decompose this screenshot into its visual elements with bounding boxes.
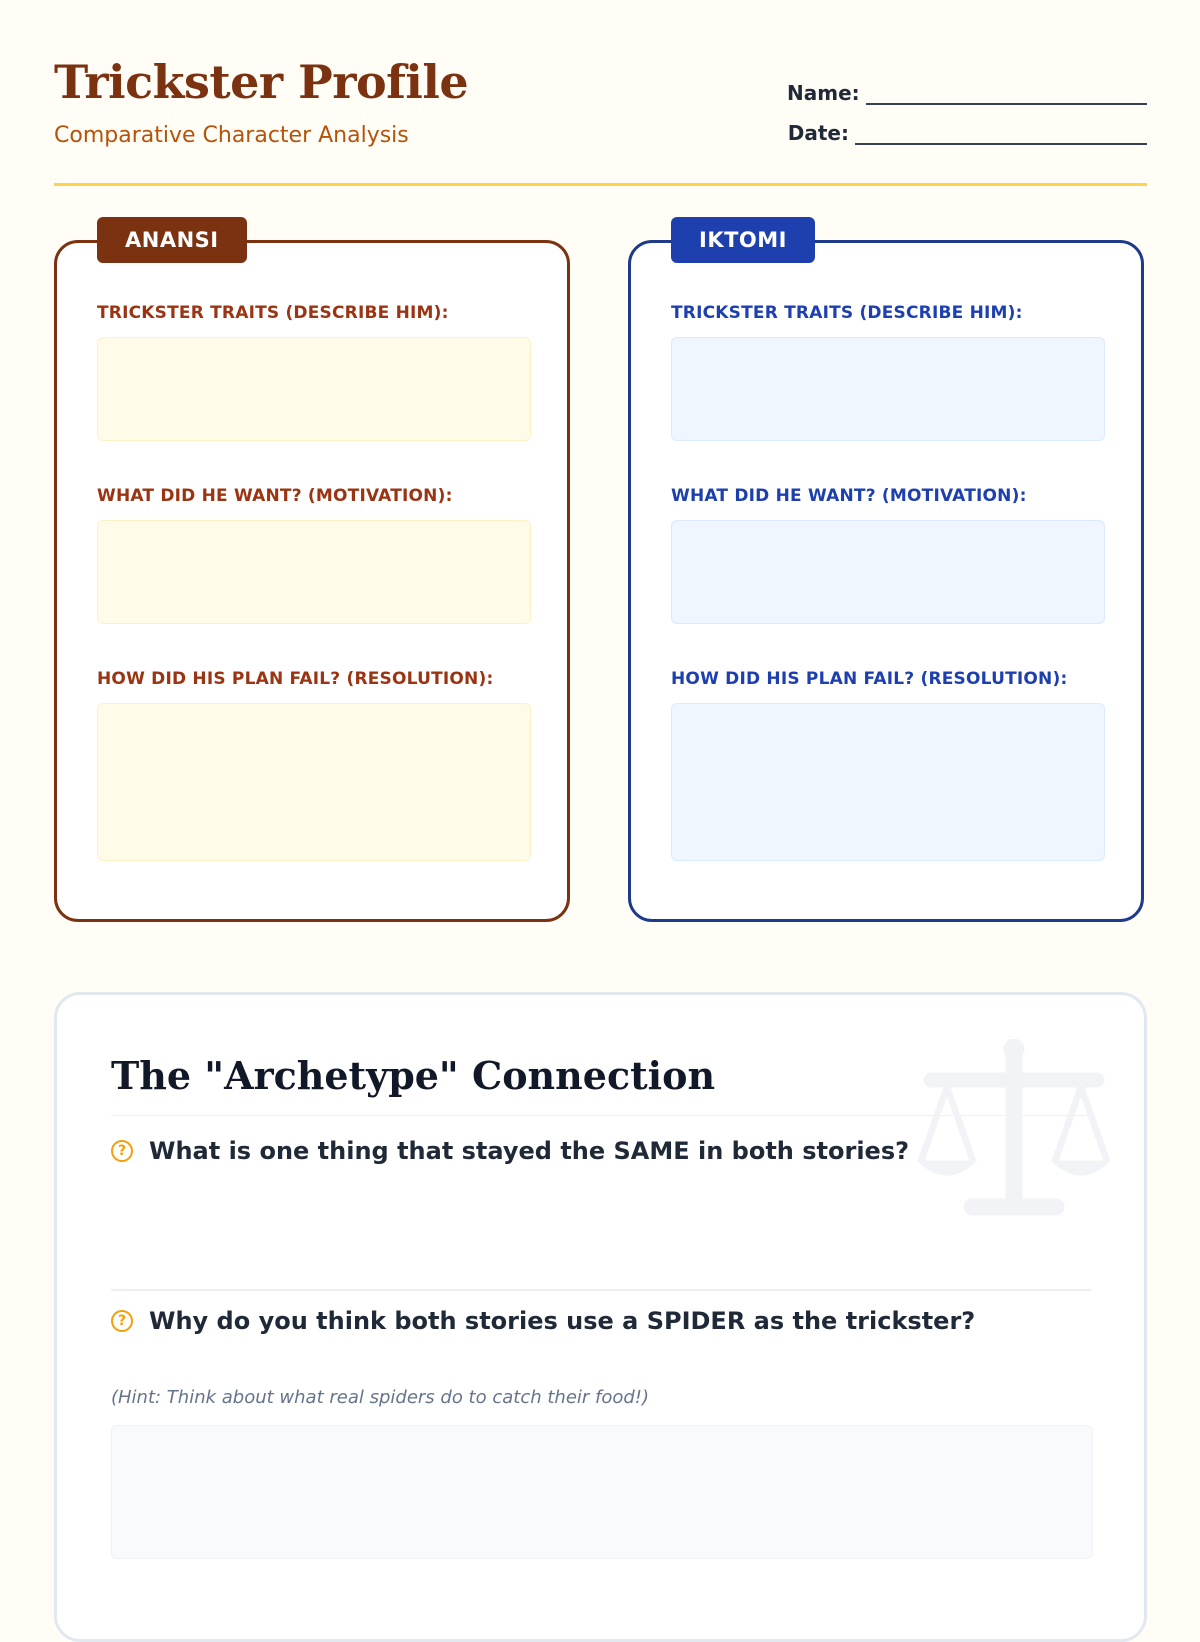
question-spider — [111, 1307, 975, 1335]
iktomi-traits-label: TRICKSTER TRAITS (DESCRIBE HIM): — [671, 303, 1023, 323]
iktomi-resolution-section — [671, 669, 1105, 861]
anansi-card — [54, 228, 570, 922]
anansi-resolution-label: HOW DID HIS PLAN FAIL? (RESOLUTION): — [97, 669, 494, 689]
anansi-motivation-label: WHAT DID HE WANT? (MOTIVATION): — [97, 486, 453, 506]
anansi-traits-label: TRICKSTER TRAITS (DESCRIBE HIM): — [97, 303, 449, 323]
iktomi-motivation-box[interactable] — [671, 520, 1105, 624]
page-subtitle: Comparative Character Analysis — [54, 123, 409, 148]
question-same-text: What is one thing that stayed the SAME in both stories? — [149, 1137, 910, 1165]
anansi-motivation-section — [97, 486, 531, 624]
anansi-resolution-box[interactable] — [97, 703, 531, 861]
archetype-section — [54, 992, 1147, 1642]
question-circle-icon: ? — [111, 1140, 133, 1162]
iktomi-resolution-label: HOW DID HIS PLAN FAIL? (RESOLUTION): — [671, 669, 1068, 689]
question-same — [111, 1137, 909, 1165]
anansi-traits-box[interactable] — [97, 337, 531, 441]
question-spider-text: Why do you think both stories use a SPIDER as the trickster? — [149, 1307, 976, 1335]
question-answer-line[interactable] — [111, 1289, 1091, 1291]
iktomi-traits-box[interactable] — [671, 337, 1105, 441]
date-label: Date: — [787, 121, 849, 145]
iktomi-card — [628, 228, 1144, 922]
question-spider-hint: (Hint: Think about what real spiders do to catch their food!) — [111, 1387, 650, 1408]
page-title: Trickster Profile — [54, 55, 469, 109]
iktomi-tag: IKTOMI — [671, 217, 815, 263]
date-field[interactable] — [855, 117, 1147, 145]
date-row — [787, 105, 1147, 145]
anansi-motivation-box[interactable] — [97, 520, 531, 624]
worksheet-header — [54, 55, 1147, 186]
anansi-traits-section — [97, 303, 531, 441]
student-fields — [787, 65, 1147, 145]
name-label: Name: — [787, 81, 860, 105]
question-circle-icon: ? — [111, 1310, 133, 1332]
name-field[interactable] — [866, 77, 1147, 105]
anansi-tag: ANANSI — [97, 217, 247, 263]
iktomi-motivation-label: WHAT DID HE WANT? (MOTIVATION): — [671, 486, 1027, 506]
archetype-title: The "Archetype" Connection — [111, 1053, 716, 1098]
iktomi-resolution-box[interactable] — [671, 703, 1105, 861]
name-row — [787, 65, 1147, 105]
spider-answer-box[interactable] — [111, 1425, 1093, 1559]
anansi-resolution-section — [97, 669, 531, 861]
scale-icon — [914, 1039, 1114, 1219]
iktomi-motivation-section — [671, 486, 1105, 624]
iktomi-traits-section — [671, 303, 1105, 441]
